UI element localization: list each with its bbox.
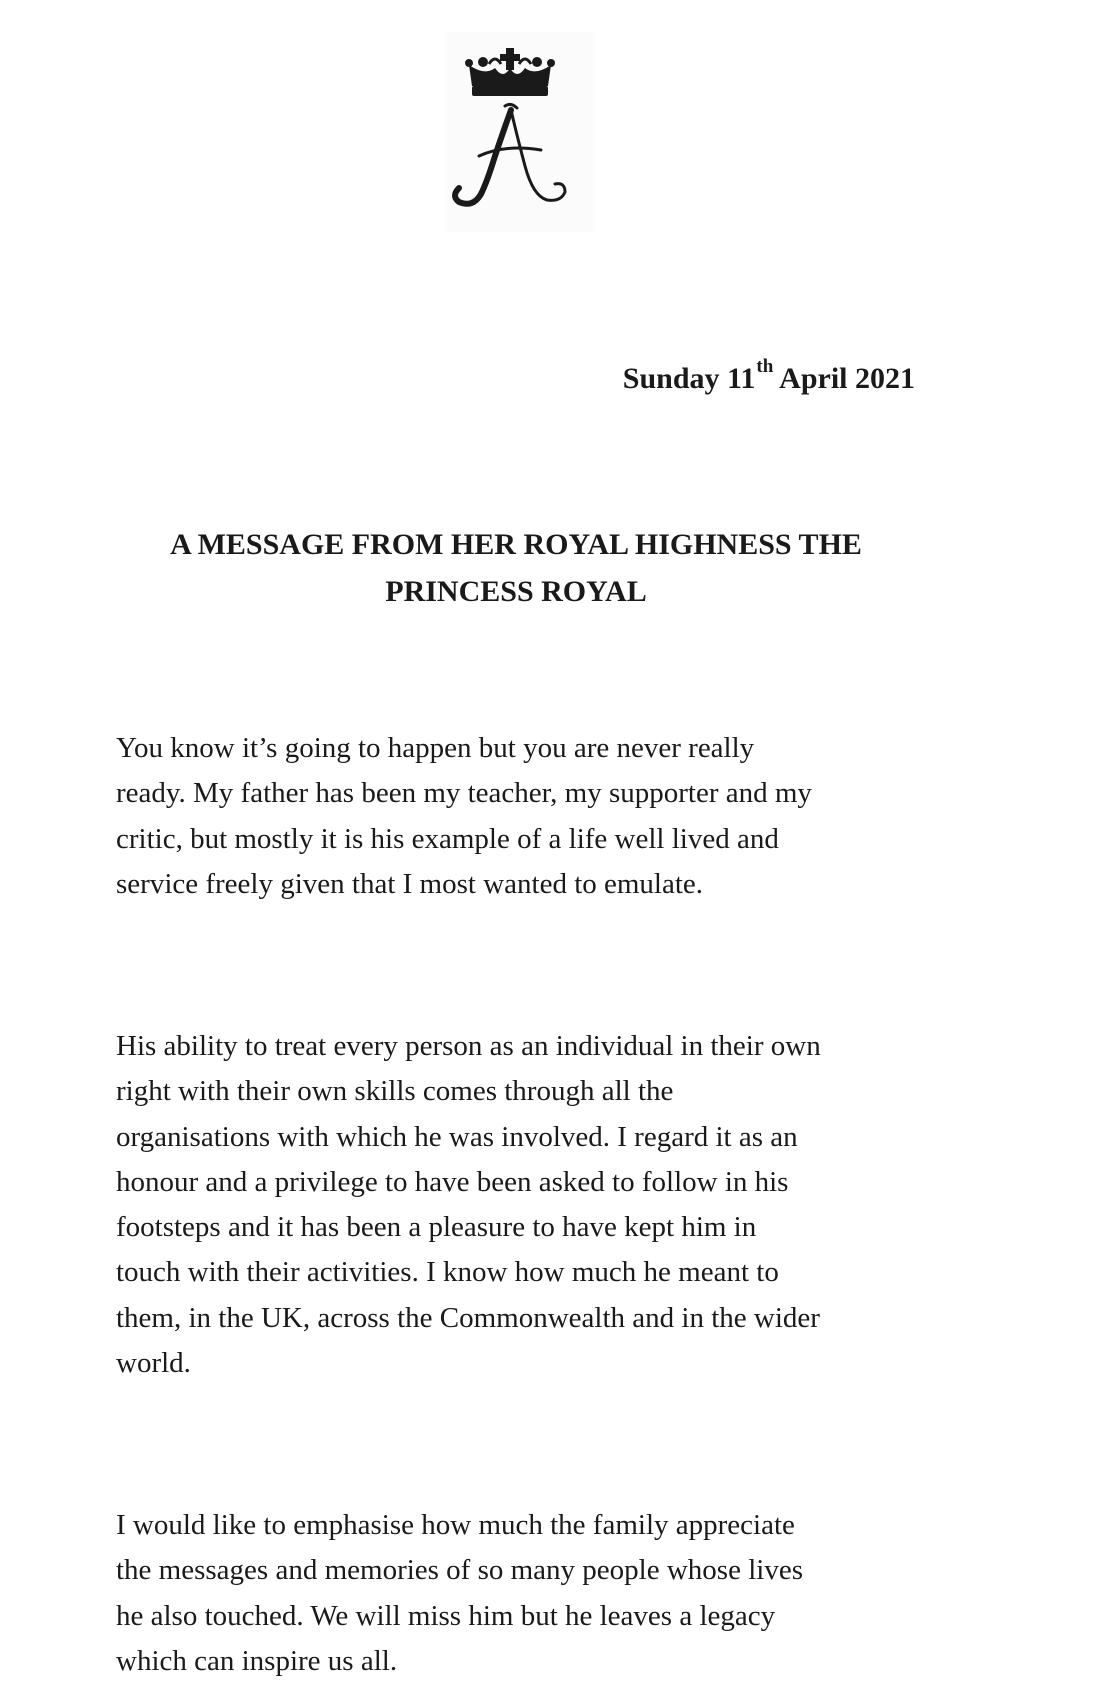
date-weekday: Sunday bbox=[622, 362, 720, 395]
paragraph-line: organisations with which he was involved. I regard it as an bbox=[116, 1120, 798, 1153]
paragraph-line: world. bbox=[116, 1347, 191, 1380]
paragraph-line: right with their own skills comes through all the bbox=[116, 1075, 674, 1108]
letter-title-line: A MESSAGE FROM HER ROYAL HIGHNESS THE bbox=[170, 528, 862, 561]
paragraph-line: footsteps and it has been a pleasure to have kept him in bbox=[116, 1211, 757, 1244]
paragraph-line: His ability to treat every person as an individual in their own bbox=[116, 1030, 821, 1062]
date-day-suffix: th bbox=[756, 356, 774, 377]
paragraph-line: touch with their activities. I know how much he meant to bbox=[116, 1256, 779, 1289]
paragraph-line: ready. My father has been my teacher, my supporter and my bbox=[116, 777, 812, 810]
paragraph-line: I would like to emphasise how much the family appreciate bbox=[116, 1509, 795, 1541]
paragraph-line: honour and a privilege to have been asked to follow in his bbox=[116, 1165, 789, 1198]
letter-paragraph bbox=[116, 726, 941, 907]
date-month-year: April 2021 bbox=[779, 362, 915, 395]
paragraph-line: he also touched. We will miss him but he leaves a legacy bbox=[116, 1599, 776, 1632]
paragraph-line: You know it’s going to happen but you are never really bbox=[116, 732, 755, 764]
paragraph-line: them, in the UK, across the Commonwealth and in the wider bbox=[116, 1301, 820, 1334]
royal-cypher-icon bbox=[445, 32, 595, 232]
paragraph-line: which can inspire us all. bbox=[116, 1644, 398, 1677]
date-day: 11 bbox=[727, 362, 756, 395]
letter-paragraph bbox=[116, 1024, 941, 1386]
paragraph-line: the messages and memories of so many people whose lives bbox=[116, 1554, 803, 1587]
letter-title-line: PRINCESS ROYAL bbox=[385, 575, 647, 608]
paragraph-line: service freely given that I most wanted to emulate. bbox=[116, 867, 704, 900]
letter-date bbox=[622, 356, 915, 396]
letter-title bbox=[116, 521, 916, 615]
letter-paragraph bbox=[116, 1503, 941, 1684]
paragraph-line: critic, but mostly it is his example of a life well lived and bbox=[116, 822, 779, 855]
